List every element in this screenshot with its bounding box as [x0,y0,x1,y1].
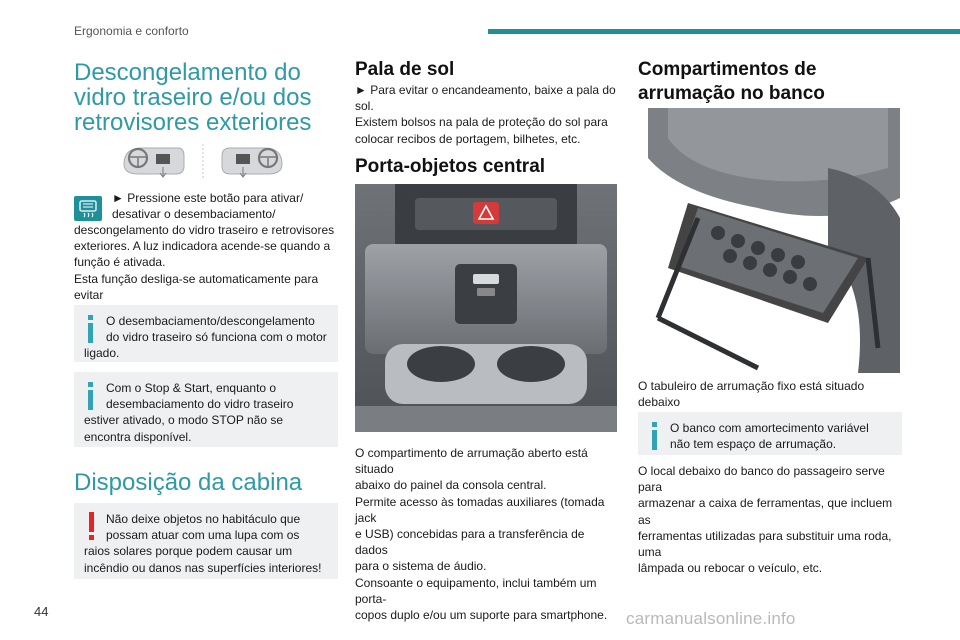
defrost-description: descongelamento do vidro traseiro e retrovisores exteriores. A luz indicadora acende-se quando a função é ativada. Esta função desliga-se automaticamente para evitar [74,223,335,302]
seat-storage-text-1: O tabuleiro de arrumação fixo está situado debaixo [638,379,865,410]
header-accent-bar [488,29,960,34]
mirror-illustration [118,140,288,182]
left-mirror-icon [124,148,184,177]
page-number: 44 [34,604,49,619]
defrost-title: Descongelamento do vidro traseiro e/ou dos retrovisores exteriores [74,59,312,136]
right-mirror-icon [222,148,282,177]
warning-icon [84,511,106,543]
info-note-seat [638,412,902,455]
info-note-text: Com o Stop & Start, enquanto o desembaciamento do vidro traseiro estiver ativado, o modo STOP não se encontra disponível. [84,381,294,444]
info-note-text: O desembaciamento/descongelamento do vidro traseiro só funciona com o motor ligado. [84,314,327,361]
seat-storage-image [638,108,900,373]
warning-note [74,503,338,579]
sunvisor-title: Pala de sol [355,59,455,80]
info-icon [84,313,106,345]
info-icon [84,380,106,412]
info-note-engine [74,305,338,362]
seat-storage-text-2: O local debaixo do banco do passageiro serve para armazenar a caixa de ferramentas, que incluem as ferramentas utilizadas para substituir uma roda, uma lâmpada ou rebocar o veículo, etc. [638,464,893,576]
central-storage-text: O compartimento de arrumação aberto está situado abaixo do painel da consola central. Permite acesso às tomadas auxiliares (tomada jack e USB) concebidas para a transferência de dados para o sistema de áudio. Consoante o equipamento, inclui também um porta- copos duplo e/ou um suporte para smartphone. [355,446,608,623]
watermark: carmanualsonline.info [626,609,796,628]
warning-note-text: Não deixe objetos no habitáculo que possam atuar com uma lupa com os raios solares porque podem causar um incêndio ou danos nas superfícies interiores! [84,512,322,575]
central-storage-title: Porta-objetos central [355,156,546,177]
section-header: Ergonomia e conforto [74,24,189,38]
seat-storage-title: Compartimentos de arrumação no banco [638,59,825,104]
info-icon [648,420,670,452]
info-note-stopstart [74,372,338,447]
defrost-instruction: ► Pressione este botão para ativar/ desativar o desembaciamento/ [112,191,304,222]
rear-defrost-button-icon [74,196,102,221]
cabin-title: Disposição da cabina [74,469,303,496]
sunvisor-text: ► Para evitar o encandeamento, baixe a pala do sol. Existem bolsos na pala de proteção do sol para colocar recibos de portagem, bilhetes, etc. [355,83,616,146]
info-note-text: O banco com amortecimento variável não tem espaço de arrumação. [670,421,869,452]
central-console-image [355,184,617,432]
